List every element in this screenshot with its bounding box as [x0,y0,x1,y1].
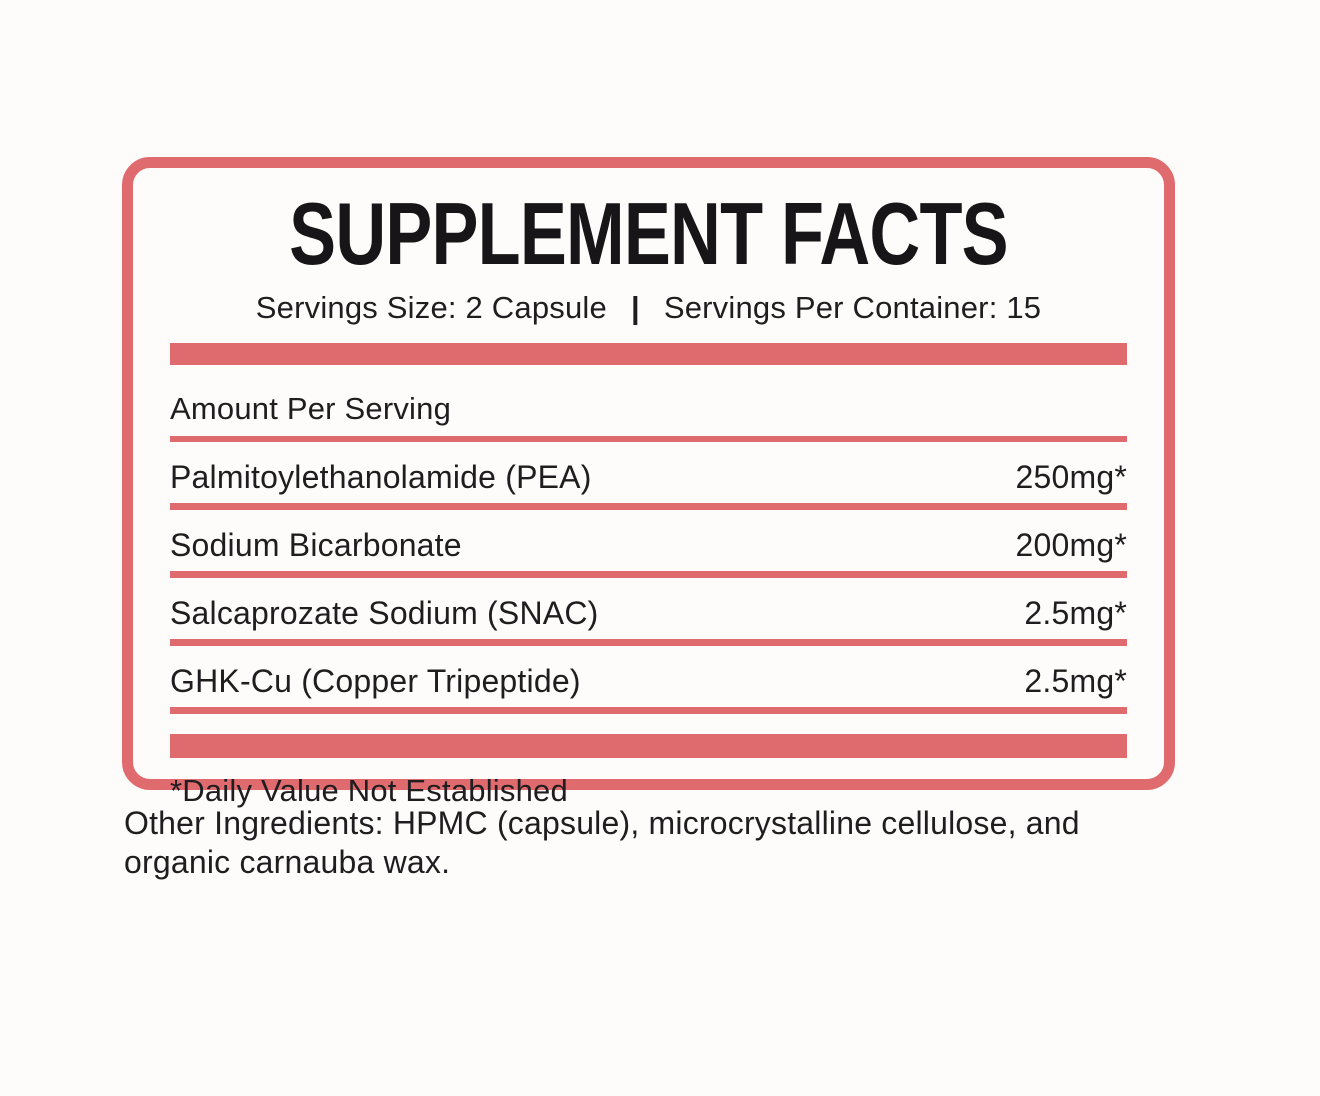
serving-info-line [170,290,1127,326]
divider-bar-top [170,343,1127,365]
ingredient-name: GHK-Cu (Copper Tripeptide) [170,663,581,699]
other-ingredients-text: Other Ingredients: HPMC (capsule), microcrystalline cellulose, and organic carnauba wax. [124,805,1080,881]
servings-per-container-label: Servings Per Container: 15 [663,290,1042,325]
ingredient-row [170,510,1127,578]
serving-size-label: Servings Size: 2 Capsule [255,290,607,325]
serving-separator: | [630,290,640,325]
ingredient-amount: 2.5mg* [1024,663,1127,699]
ingredient-row [170,442,1127,510]
ingredient-row [170,646,1127,714]
ingredient-row [170,578,1127,646]
daily-value-footnote: *Daily Value Not Established [170,773,568,808]
ingredient-name: Salcaprozate Sodium (SNAC) [170,595,599,631]
ingredient-amount: 250mg* [1015,459,1127,495]
ingredient-amount: 200mg* [1015,527,1127,563]
ingredient-amount: 2.5mg* [1024,595,1127,631]
ingredient-name: Palmitoylethanolamide (PEA) [170,459,592,495]
supplement-facts-panel [122,157,1175,808]
amount-per-serving-heading: Amount Per Serving [170,391,1127,442]
panel-title: SUPPLEMENT FACTS [289,184,1008,283]
ingredient-name: Sodium Bicarbonate [170,527,462,563]
divider-bar-bottom [170,734,1127,758]
